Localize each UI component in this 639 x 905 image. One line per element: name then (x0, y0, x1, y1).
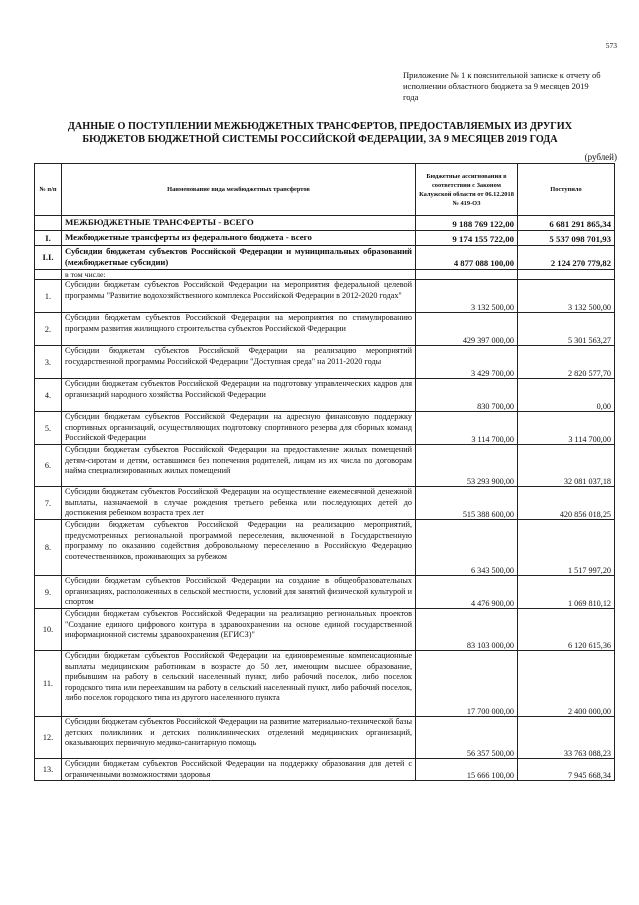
table-row (35, 412, 615, 445)
table-row (35, 379, 615, 412)
table-row (35, 717, 615, 759)
total-num (35, 216, 62, 231)
caption-text: в том числе: (62, 270, 416, 280)
table-row (35, 445, 615, 487)
appendix-note: Приложение № 1 к пояснительной записке к отчету об исполнении областного бюджета за 9 месяцев 2019 года (403, 70, 601, 102)
header-plan: Бюджетные ассигнования в соответствии с Законом Калужской области от 06.12.2018 № 419-ОЗ (416, 164, 518, 216)
header-name: Наименование вида межбюджетных трансфертов (62, 164, 416, 216)
table-row (35, 576, 615, 609)
row-num: 4. (35, 379, 62, 412)
row-received: 1 517 997,20 (518, 520, 615, 576)
row-plan: 515 388 600,00 (416, 487, 518, 520)
row-name: Субсидии бюджетам субъектов Российской Федерации на реализацию региональных проектов "Создание единого цифрового контура в здравоохранении на основе единой государственной информационной системы здравоохранения (ЕГИСЗ)" (62, 609, 416, 651)
row-plan: 3 429 700,00 (416, 346, 518, 379)
federal-plan: 9 174 155 722,00 (416, 231, 518, 246)
row-name: Субсидии бюджетам субъектов Российской Федерации на реализацию мероприятий государственной программы Российской Федерации "Доступная среда" на 2011-2020 годы (62, 346, 416, 379)
row-num: 5. (35, 412, 62, 445)
row-received: 2 400 000,00 (518, 651, 615, 717)
subsidies-name: Субсидии бюджетам субъектов Российской Федерации и муниципальных образований (межбюджетные субсидии) (62, 246, 416, 270)
row-name: Субсидии бюджетам субъектов Российской Федерации на адресную финансовую поддержку спортивных организаций, осуществляющих подготовку спортивного резерва для сборных команд Российской Федерации (62, 412, 416, 445)
row-received: 1 069 810,12 (518, 576, 615, 609)
row-plan: 17 700 000,00 (416, 651, 518, 717)
table-row (35, 609, 615, 651)
total-name: МЕЖБЮДЖЕТНЫЕ ТРАНСФЕРТЫ - ВСЕГО (62, 216, 416, 231)
row-num: 6. (35, 445, 62, 487)
federal-received: 5 537 098 701,93 (518, 231, 615, 246)
row-num: 11. (35, 651, 62, 717)
row-received: 6 120 615,36 (518, 609, 615, 651)
row-received: 33 763 088,23 (518, 717, 615, 759)
table-body (35, 216, 615, 781)
caption-received (518, 270, 615, 280)
row-num: 12. (35, 717, 62, 759)
row-plan: 3 114 700,00 (416, 412, 518, 445)
row-received: 420 856 018,25 (518, 487, 615, 520)
row-plan: 4 476 900,00 (416, 576, 518, 609)
table-header-row (35, 164, 615, 216)
table-row (35, 487, 615, 520)
table-row (35, 520, 615, 576)
row-num: 13. (35, 759, 62, 781)
subsidies-num: I.I. (35, 246, 62, 270)
header-received: Поступило (518, 164, 615, 216)
row-num: 7. (35, 487, 62, 520)
row-num: 2. (35, 313, 62, 346)
row-num: 1. (35, 280, 62, 313)
row-received: 3 132 500,00 (518, 280, 615, 313)
caption-num (35, 270, 62, 280)
total-received: 6 681 291 865,34 (518, 216, 615, 231)
row-name: Субсидии бюджетам субъектов Российской Федерации на поддержку образования для детей с ограниченными возможностями здоровья (62, 759, 416, 781)
subsidies-received: 2 124 270 779,82 (518, 246, 615, 270)
total-plan: 9 188 769 122,00 (416, 216, 518, 231)
row-name: Субсидии бюджетам субъектов Российской Федерации на осуществление ежемесячной денежной выплаты, назначаемой в случае рождения третьего ребенка или последующих детей до достижения ребенком возраста трех лет (62, 487, 416, 520)
row-name: Субсидии бюджетам субъектов Российской Федерации на мероприятия по стимулированию программ развития жилищного строительства субъектов Российской Федерации (62, 313, 416, 346)
federal-num: I. (35, 231, 62, 246)
federal-name: Межбюджетные трансферты из федерального бюджета - всего (62, 231, 416, 246)
row-plan: 3 132 500,00 (416, 280, 518, 313)
federal-row (35, 231, 615, 246)
row-name: Субсидии бюджетам субъектов Российской Федерации на развитие материально-технической базы детских поликлиник и детских поликлинических отделений медицинских организаций, оказывающих первичную медико-санитарную помощь (62, 717, 416, 759)
row-name: Субсидии бюджетам субъектов Российской Федерации на мероприятия федеральной целевой программы "Развитие водохозяйственного комплекса Российской Федерации в 2012-2020 годах" (62, 280, 416, 313)
total-row (35, 216, 615, 231)
row-received: 5 301 563,27 (518, 313, 615, 346)
row-plan: 56 357 500,00 (416, 717, 518, 759)
transfers-table (34, 163, 615, 781)
table-row (35, 759, 615, 781)
row-name: Субсидии бюджетам субъектов Российской Федерации на создание в общеобразовательных организациях, расположенных в сельской местности, условий для занятий физической культурой и спортом (62, 576, 416, 609)
caption-plan (416, 270, 518, 280)
row-num: 8. (35, 520, 62, 576)
row-plan: 6 343 500,00 (416, 520, 518, 576)
row-plan: 830 700,00 (416, 379, 518, 412)
subsidies-plan: 4 877 088 100,00 (416, 246, 518, 270)
row-num: 9. (35, 576, 62, 609)
subsidies-row (35, 246, 615, 270)
row-received: 2 820 577,70 (518, 346, 615, 379)
table-row (35, 280, 615, 313)
caption-row (35, 270, 615, 280)
units-label: (рублей) (584, 152, 617, 162)
document-title: ДАННЫЕ О ПОСТУПЛЕНИИ МЕЖБЮДЖЕТНЫХ ТРАНСФЕРТОВ, ПРЕДОСТАВЛЯЕМЫХ ИЗ ДРУГИХ БЮДЖЕТОВ БЮДЖЕТНОЙ СИСТЕМЫ РОССИЙСКОЙ ФЕДЕРАЦИИ, ЗА 9 МЕСЯЦЕВ 2019 ГОДА (67, 121, 573, 145)
row-num: 10. (35, 609, 62, 651)
row-received: 32 081 037,18 (518, 445, 615, 487)
table-row (35, 346, 615, 379)
row-received: 7 945 668,34 (518, 759, 615, 781)
row-received: 0,00 (518, 379, 615, 412)
row-name: Субсидии бюджетам субъектов Российской Федерации на подготовку управленческих кадров для организаций народного хозяйства Российской Федерации (62, 379, 416, 412)
row-name: Субсидии бюджетам субъектов Российской Федерации на единовременные компенсационные выплаты медицинским работникам в возрасте до 50 лет, имеющим высшее образование, прибывшим на работу в сельский населенный пункт, либо рабочий поселок, либо поселок городского типа или переехавшим на работу в сельский населенный пункт, либо рабочий поселок, либо поселок городского типа из другого населенного пункта (62, 651, 416, 717)
row-name: Субсидии бюджетам субъектов Российской Федерации на предоставление жилых помещений детям-сиротам и детям, оставшимся без попечения родителей, лицам из их числа по договорам найма специализированных жилых помещений (62, 445, 416, 487)
header-num: № п/п (35, 164, 62, 216)
table-row (35, 313, 615, 346)
row-plan: 15 666 100,00 (416, 759, 518, 781)
row-num: 3. (35, 346, 62, 379)
page-number: 573 (605, 41, 617, 50)
row-plan: 53 293 900,00 (416, 445, 518, 487)
row-received: 3 114 700,00 (518, 412, 615, 445)
row-plan: 429 397 000,00 (416, 313, 518, 346)
table-row (35, 651, 615, 717)
row-name: Субсидии бюджетам субъектов Российской Федерации на реализацию мероприятий, предусмотренных региональной программой переселения, включенной в Государственную программу по оказанию содействия добровольному переселению в Российскую Федерацию соотечественников, проживающих за рубежом (62, 520, 416, 576)
row-plan: 83 103 000,00 (416, 609, 518, 651)
